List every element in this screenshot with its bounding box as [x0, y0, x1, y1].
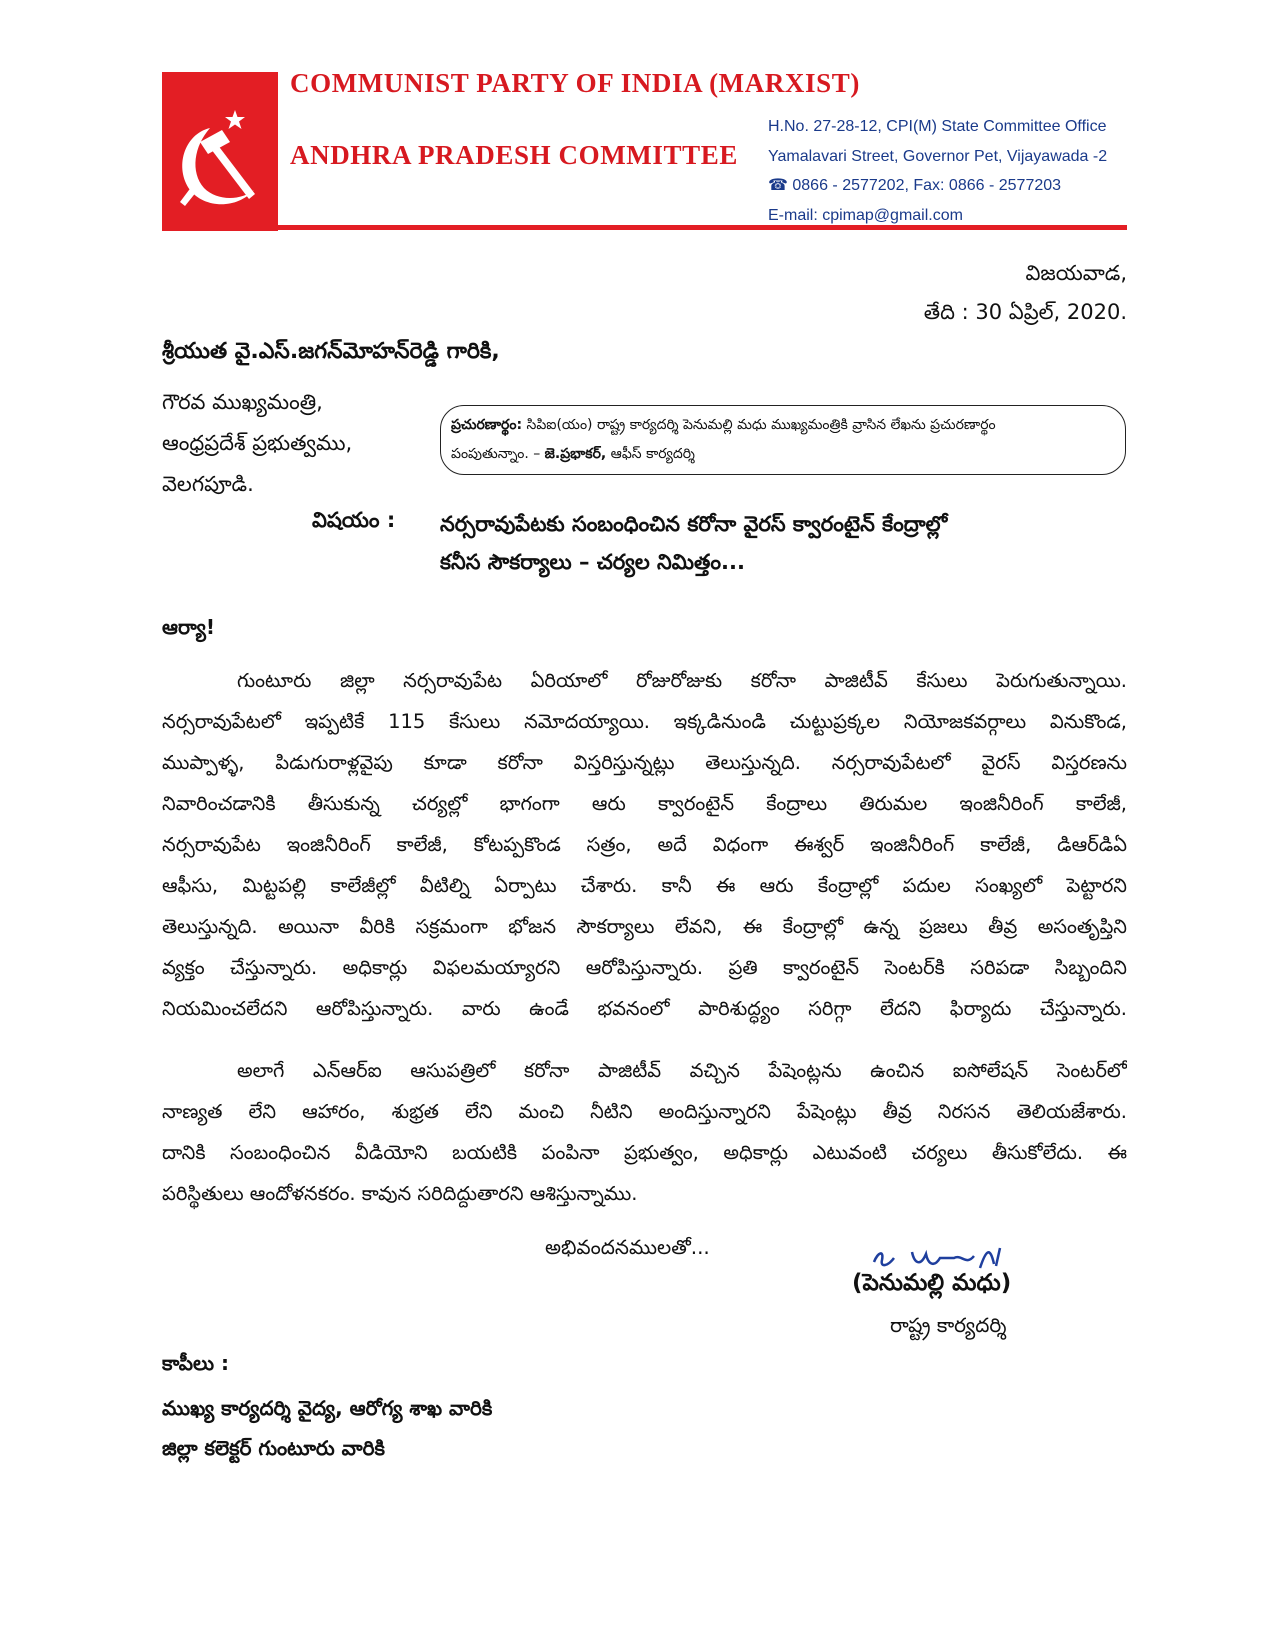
paragraph-line: నర్సరావుపేటలో ఇప్పటికే 115 కేసులు నమోదయ్యాయి. ఇక్కడినుండి చుట్టుప్రక్కల నియోజకవర్గాలు వినుకొండ, [162, 710, 1127, 733]
letterhead-divider [162, 225, 1127, 230]
subject-line: కనీస సౌకర్యాలు – చర్యల నిమిత్తం... [440, 550, 745, 574]
paragraph-line: గుంటూరు జిల్లా నర్సరావుపేట ఏరియాలో రోజురోజుకు కరోనా పాజిటీవ్ కేసులు పెరుగుతున్నాయి. [237, 669, 1127, 692]
letter-place: విజయవాడ, [1025, 261, 1127, 285]
contact-email-line: E-mail: cpimap@gmail.com [768, 206, 963, 224]
org-committee: ANDHRA PRADESH COMMITTEE [290, 140, 738, 170]
press-note-sender-role: ఆఫీస్ కార్యదర్శి [606, 446, 695, 462]
address-line: గౌరవ ముఖ్యమంత్రి, [162, 390, 323, 414]
contact-phone-line: ☎ 0866 - 2577202, Fax: 0866 - 2577203 [768, 177, 1062, 194]
addressee: శ్రీయుత వై.ఎస్.జగన్‌మోహన్‌రెడ్డి గారికి, [162, 339, 500, 364]
body-paragraph-2 [162, 1050, 1127, 1214]
paragraph-line: ఆఫీసు, మిట్టపల్లి కాలేజీల్లో వీటిల్ని ఏర్పాటు చేశారు. కానీ ఈ ఆరు కేంద్రాల్లో పదుల సంఖ్యలో పెట్టారని [162, 874, 1127, 897]
paragraph-line: అలాగే ఎన్ఆర్ఐ ఆసుపత్రిలో కరోనా పాజిటీవ్ వచ్చిన పేషెంట్లను ఉంచిన ఐసోలేషన్ సెంటర్‌లో [237, 1059, 1127, 1082]
copies-label: కాపీలు : [162, 1351, 230, 1375]
copy-recipient: జిల్లా కలెక్టర్ గుంటూరు వారికి [162, 1436, 385, 1460]
contact-block [768, 112, 1107, 230]
contact-address-line: H.No. 27-28-12, CPI(M) State Committee Office [768, 118, 1107, 135]
paragraph-line: పరిస్థితులు ఆందోళనకరం. కావున సరిదిద్దుతారని ఆశిస్తున్నాము. [162, 1182, 638, 1205]
address-block [162, 382, 352, 505]
paragraph-line: నర్సరావుపేట ఇంజినీరింగ్ కాలేజీ, కోటప్పకొండ సత్రం, అదే విధంగా ఈశ్వర్ ఇంజినీరింగ్ కాలేజీ, డిఆర్‌డిఏ [162, 833, 1127, 856]
paragraph-line: నియమించలేదని ఆరోపిస్తున్నారు. వారు ఉండే భవనంలో పారిశుద్ధ్యం సరిగ్గా లేదని ఫిర్యాదు చేస్తున్నారు. [162, 997, 1127, 1020]
address-line: ఆంధ్రప్రదేశ్ ప్రభుత్వము, [162, 431, 353, 455]
contact-street-line: Yamalavari Street, Governor Pet, Vijayawada -2 [768, 147, 1108, 165]
org-name: COMMUNIST PARTY OF INDIA (MARXIST) [290, 68, 860, 98]
press-note-sender: జె.ప్రభాకర్, [544, 446, 607, 462]
subject-label: విషయం : [312, 508, 396, 532]
paragraph-line: వ్యక్తం చేస్తున్నారు. అధికార్లు విఫలమయ్యారని ఆరోపిస్తున్నారు. ప్రతి క్వారంటైన్ సెంటర్‌కి సరిపడా సిబ్బందిని [162, 956, 1127, 979]
press-note-label: ప్రచురణార్థం: [451, 417, 523, 433]
copies-list [162, 1388, 492, 1468]
press-note-box [440, 405, 1126, 475]
letter-date: తేది : 30 ఏప్రిల్, 2020. [923, 300, 1127, 324]
subject-line: నర్సరావుపేటకు సంబంధించిన కరోనా వైరస్ క్వారంటైన్ కేంద్రాల్లో [440, 512, 948, 536]
signer-title: రాష్ట్ర కార్యదర్శి [890, 1313, 1007, 1337]
body-paragraph-1 [162, 660, 1127, 1029]
paragraph-line: నాణ్యత లేని ఆహారం, శుభ్రత లేని మంచి నీటిని అందిస్తున్నారని పేషెంట్లు తీవ్ర నిరసన తెలియజేశారు. [162, 1100, 1127, 1123]
closing: అభివందనములతో... [545, 1235, 710, 1259]
press-note-text-line2: పంపుతున్నాం. – [451, 446, 545, 462]
press-note-text: సిపిఐ(యం) రాష్ట్ర కార్యదర్శి పెనుమల్లి మధు ముఖ్యమంత్రికి వ్రాసిన లేఖను ప్రచురణార్థం [522, 417, 996, 433]
paragraph-line: నివారించడానికి తీసుకున్న చర్యల్లో భాగంగా ఆరు క్వారంటైన్ కేంద్రాలు తిరుమల ఇంజినీరింగ్ కాలేజీ, [162, 792, 1127, 815]
address-line: వెలగపూడి. [162, 472, 254, 496]
paragraph-line: ముప్పాళ్ళ, పిడుగురాళ్లవైపు కూడా కరోనా విస్తరిస్తున్నట్లు తెలుస్తున్నది. నర్సరావుపేటలో వైరస్ విస్తరణను [162, 751, 1127, 774]
subject-text [440, 505, 947, 581]
salutation: ఆర్యా! [162, 615, 215, 639]
paragraph-line: తెలుస్తున్నది. అయినా వీరికి సక్రమంగా భోజన సౌకర్యాలు లేవని, ఈ కేంద్రాల్లో ఉన్న ప్రజలు తీవ్ర అసంతృప్తిని [162, 915, 1127, 938]
paragraph-line: దానికి సంబంధించిన వీడియోని బయటికి పంపినా ప్రభుత్వం, అధికార్లు ఎటువంటి చర్యలు తీసుకోలేదు. ఈ [162, 1141, 1127, 1164]
hammer-sickle-star-icon [162, 72, 278, 231]
copy-recipient: ముఖ్య కార్యదర్శి వైద్య, ఆరోగ్య శాఖ వారికి [162, 1396, 493, 1420]
signer-name: (పెనుమల్లి మధు) [852, 1270, 1012, 1296]
party-logo [162, 72, 278, 231]
